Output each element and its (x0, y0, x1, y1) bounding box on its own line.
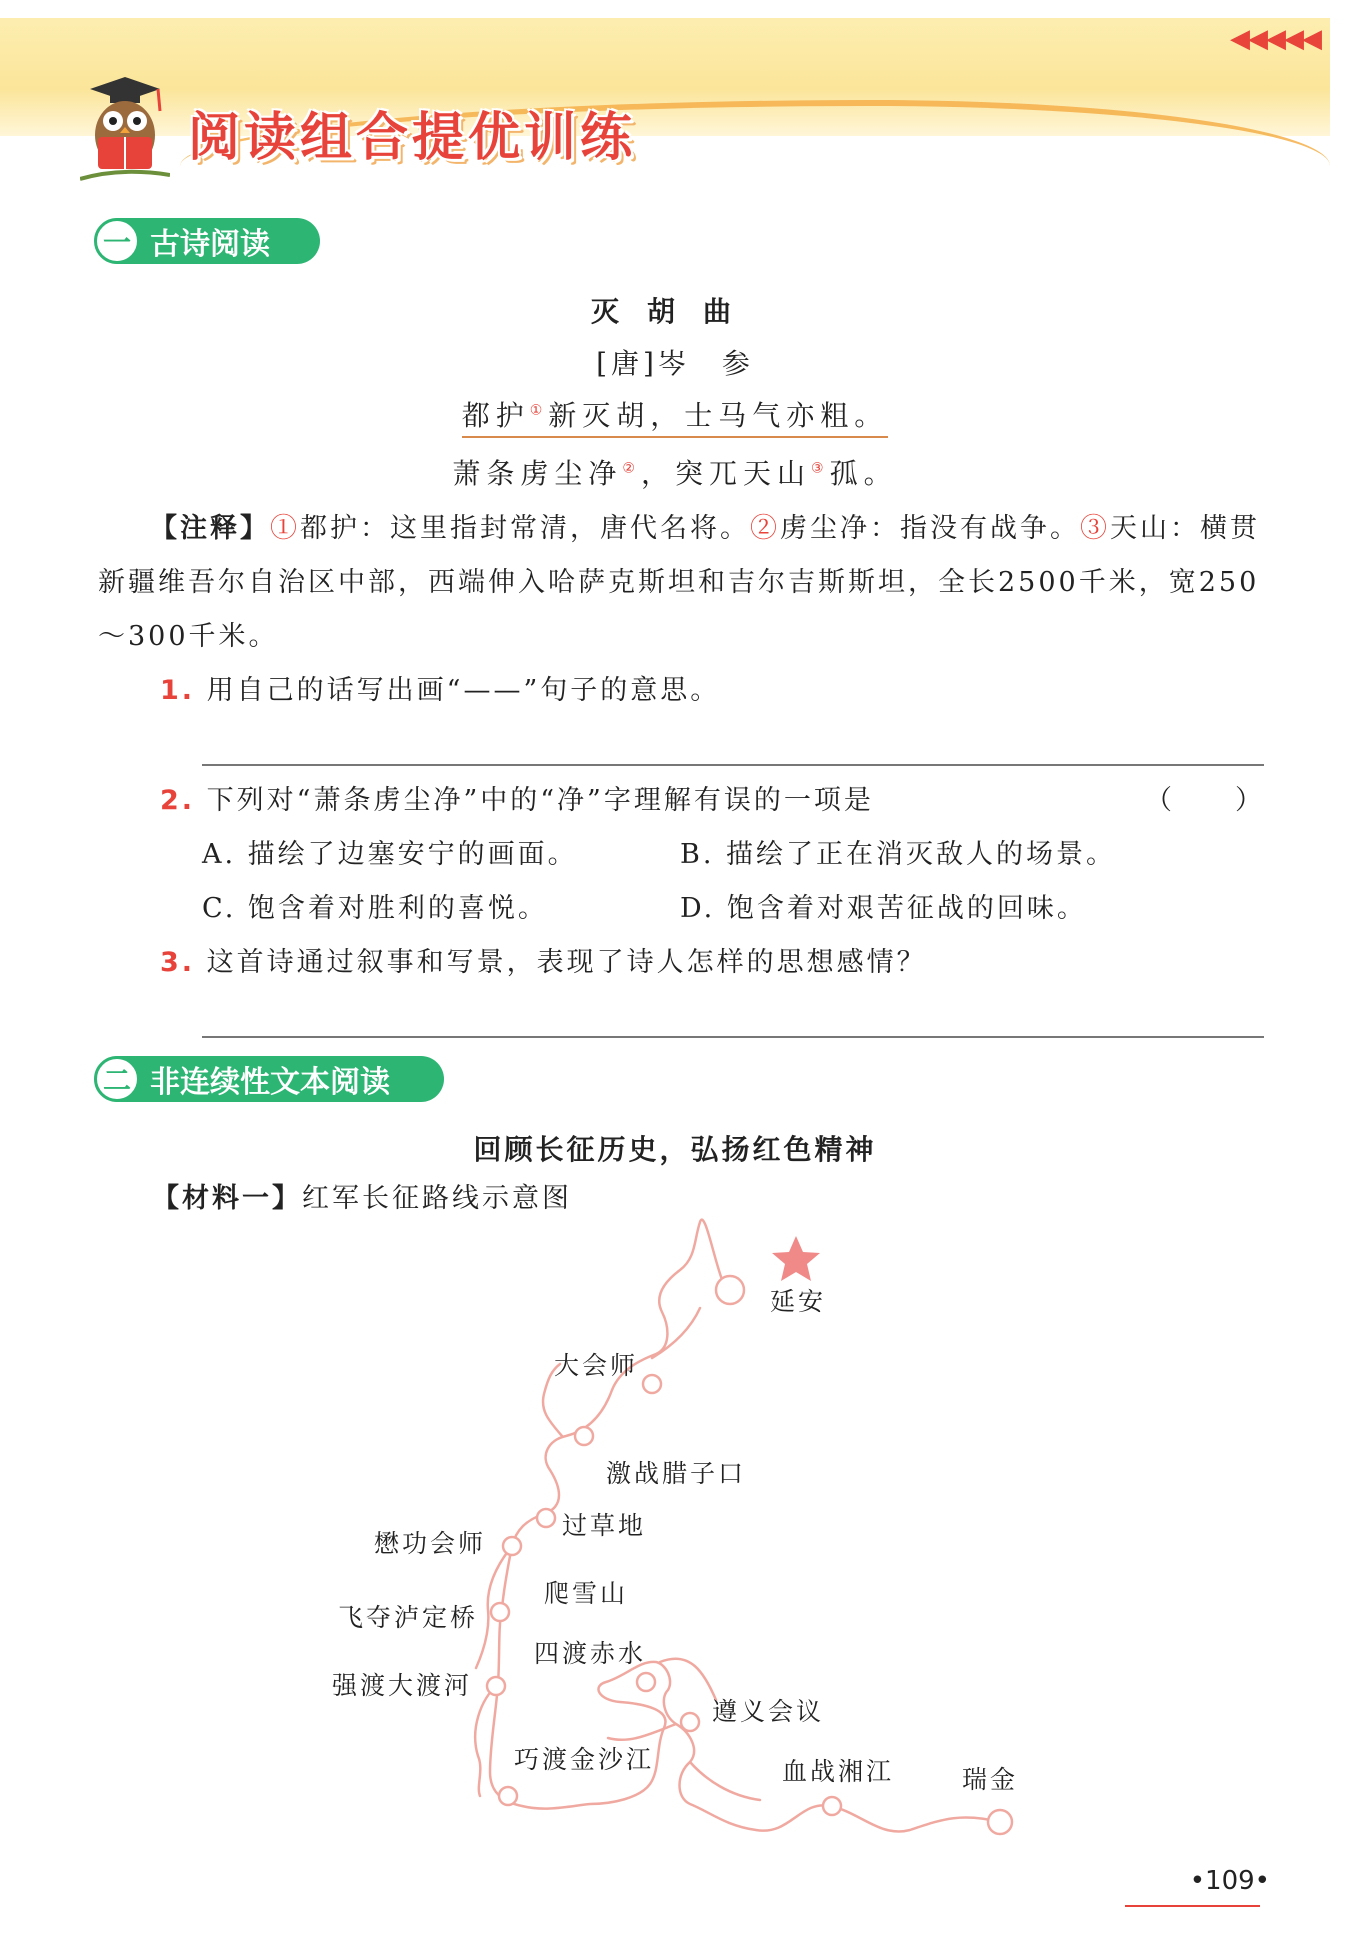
answer-paren[interactable]: （ ） (1145, 785, 1265, 816)
map-label-dadu: 强渡大渡河 (332, 1671, 473, 1700)
map-label-caodi: 过草地 (562, 1511, 647, 1540)
page-number-underline (1125, 1905, 1260, 1907)
route-node-jinsha (499, 1787, 517, 1805)
route-node-yanan (716, 1276, 744, 1304)
poem-title: 灭胡曲 (590, 295, 759, 328)
route-branch-5 (660, 1659, 716, 1700)
option-b[interactable]: B. 描绘了正在消灭敌人的场景。 (680, 839, 1117, 870)
route-node-maogong (503, 1537, 521, 1555)
header-arrows-icon: ◀◀◀◀◀ (1230, 24, 1320, 54)
section-2-label: 非连续性文本阅读 (150, 1065, 390, 1100)
route-node-chishui (637, 1673, 655, 1691)
annotation-3: 天山：横贯新疆维吾尔自治区中部，西端伸入哈萨克斯坦和吉尔吉斯斯坦，全长2500千米，宽250～300千米。 (98, 513, 1260, 652)
route-branch-4 (690, 1762, 760, 1800)
page-title: 阅读组合提优训练 (188, 108, 637, 168)
route-branch-3 (475, 1684, 498, 1796)
route-node-dahuishi (643, 1375, 661, 1393)
map-label-luding: 飞夺泸定桥 (338, 1603, 479, 1632)
map-label-zunyi: 遵义会议 (712, 1697, 825, 1726)
star-icon (772, 1236, 820, 1281)
material-1-caption: 【材料一】红军长征路线示意图 (152, 1183, 572, 1214)
section-1-number: 一 (94, 218, 140, 264)
annotation-block: 【注释】①都护：这里指封常清，唐代名将。②虏尘净：指没有战争。③天山：横贯新疆维吾尔自治区中部，西端伸入哈萨克斯坦和吉尔吉斯斯坦，全长2500千米，宽250～300千米。 (98, 513, 1260, 652)
route-node-caodi (537, 1509, 555, 1527)
annotation-2: 虏尘净：指没有战争。 (780, 513, 1080, 544)
route-node-luding (491, 1603, 509, 1621)
question-3: 3. 这首诗通过叙事和写景，表现了诗人怎样的思想感情？ (160, 947, 927, 978)
section-1-label: 古诗阅读 (150, 227, 270, 262)
route-node-xiangjiang (823, 1797, 841, 1815)
option-a[interactable]: A. 描绘了边塞安宁的画面。 (202, 839, 578, 870)
route-node-zunyi (681, 1713, 699, 1731)
map-label-ruijin: 瑞金 (962, 1765, 1019, 1794)
map-label-lazikou: 激战腊子口 (606, 1459, 747, 1488)
question-1: 1. 用自己的话写出画“——”句子的意思。 (160, 675, 721, 706)
map-label-chishui: 四渡赤水 (534, 1639, 647, 1668)
page-number: •109• (1189, 1866, 1270, 1896)
poem-author: [唐]岑 参 (596, 347, 754, 380)
question-2: 2. 下列对“萧条虏尘净”中的“净”字理解有误的一项是 （ ） (160, 774, 1265, 828)
option-c[interactable]: C. 饱含着对胜利的喜悦。 (202, 893, 548, 924)
map-label-xiangjiang: 血战湘江 (782, 1757, 895, 1786)
poem-line-2: 萧条虏尘净②，突兀天山③孤。 (452, 457, 898, 490)
map-label-xueshan: 爬雪山 (544, 1579, 629, 1608)
poem-line-1-underlined: 都护①新灭胡，士马气亦粗。 (462, 399, 889, 438)
option-d[interactable]: D. 饱含着对艰苦征战的回味。 (680, 893, 1087, 924)
route-node-dadu (487, 1677, 505, 1695)
annotation-label: 【注释】 (150, 513, 270, 544)
map-label-maogong: 懋功会师 (374, 1529, 487, 1558)
route-node-ruijin (988, 1810, 1012, 1834)
route-branch-7 (652, 1308, 700, 1358)
map-label-jinsha: 巧渡金沙江 (514, 1745, 655, 1774)
route-node-lazikou (575, 1427, 593, 1445)
section-2-title: 回顾长征历史，弘扬红色精神 (473, 1133, 877, 1166)
map-label-yanan: 延安 (770, 1287, 827, 1316)
annotation-1: 都护：这里指封常清，唐代名将。 (300, 513, 750, 544)
section-2-number: 二 (94, 1056, 140, 1102)
map-label-dahuishi: 大会师 (554, 1351, 639, 1380)
